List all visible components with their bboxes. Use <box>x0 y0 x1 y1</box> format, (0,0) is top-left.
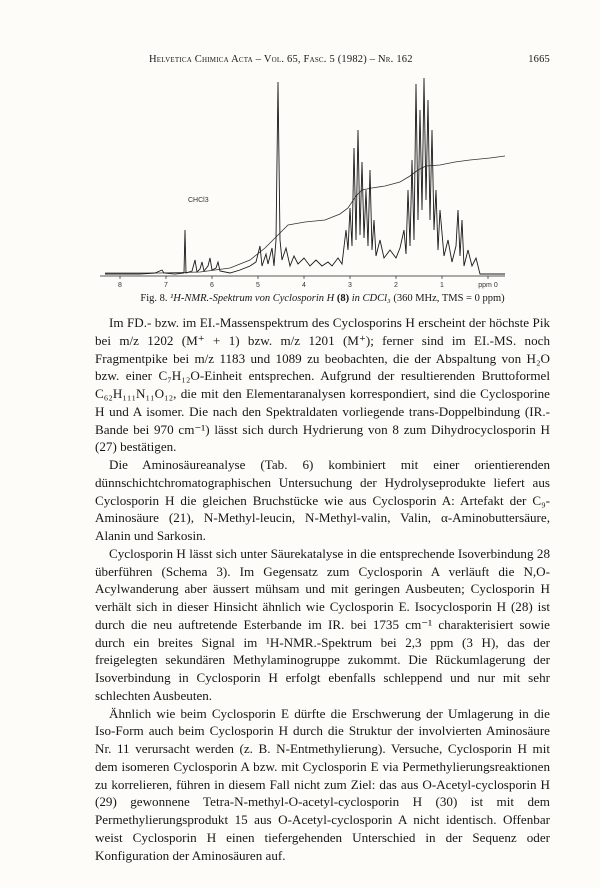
ppm-tick-label: 4 <box>302 282 306 289</box>
caption-prefix: Fig. 8. <box>140 293 168 304</box>
ppm-tick-label: 6 <box>210 282 214 289</box>
spectrum-trace <box>105 78 505 274</box>
caption-solvent: in CDCl₃ <box>351 293 391 304</box>
ppm-tick-label: 1 <box>440 282 444 289</box>
figure-caption <box>95 293 550 304</box>
paragraph-amino-acid-analysis: Die Aminosäureanalyse (Tab. 6) kombiniert mit einer orientierenden dünnschichtchromatographischen Untersuchung der Hydrolyseprodukte liefert aus Cyclosporin H die gleichen Bruchstücke wie aus Cyclosporin A: Artefakt der C₉-Aminosäure (21), N-Methyl-leucin, N-Methyl-valin, Valin, α-Aminobuttersäure, Alanin und Sarkosin. <box>95 457 550 543</box>
integration-curve <box>105 156 505 273</box>
ppm-tick-label: ppm 0 <box>478 282 498 289</box>
ppm-tick-label: 3 <box>348 282 352 289</box>
paragraph-rearrangement: Ähnlich wie beim Cyclosporin E dürfte die Erschwerung der Umlagerung in die Iso-Form auch beim Cyclosporin H durch die Struktur der involvierten Aminosäure Nr. 11 verursacht werden (z. B. N-Entmethylierung). Versuche, Cyclosporin H mit dem isomeren Cyclosporin A bzw. mit Cyclosporin E via Permethylierungsreaktionen zu korrelieren, führen in diesem Fall nicht zum Ziel: das aus O-Acetyl-cyclosporin H (29) gewonnene Tetra-N-methyl-O-acetyl-cyclosporin H (30) ist mit dem Permethylierungsprodukt 15 aus O-Acetyl-cyclosporin A nicht identisch. Offenbar weist Cyclosporin H einen tiefergehenden Unterschied in der Sequenz oder Konfiguration der Aminosäuren auf. <box>95 705 550 863</box>
page-number: 1665 <box>528 54 550 65</box>
journal-citation: Helvetica Chimica Acta – Vol. 65, Fasc. 5 (1982) – Nr. 162 <box>149 54 413 65</box>
ppm-tick-label: 2 <box>394 282 398 289</box>
ppm-tick-label: 5 <box>256 282 260 289</box>
nmr-spectrum-plot <box>100 70 520 292</box>
paragraph-mass-spectrum: Im FD.- bzw. im EI.-Massenspektrum des Cyclosporins H erscheint der höchste Pik bei m/z 1202 (M⁺ + 1) bzw. m/z 1201 (M⁺); ferner sind im EI.-MS. noch Fragmentpike bei m/z 1183 und 1089 zu beobachten, die der Abspaltung von H₂O bzw. einer C₇H₁₂O-Einheit entsprechen. Aufgrund der resultierenden Bruttoformel C₆₂H₁₁₁N₁₁O₁₂, die mit den Elementaranalysen korrespondiert, sind die Cyclosporine H und A isomer. Die nach den Spektraldaten vorliegende trans-Doppelbindung (IR.-Bande bei 970 cm⁻¹) lässt sich durch Hydrierung von 8 zum Dihydrocyclosporin H (27) bestätigen. <box>95 315 550 455</box>
caption-title: ¹H-NMR.-Spektrum von Cyclosporin H <box>170 293 335 304</box>
caption-compound: (8) <box>336 293 350 304</box>
ppm-tick-label: 7 <box>164 282 168 289</box>
chcl3-label: CHCl3 <box>188 197 209 204</box>
caption-conditions: (360 MHz, TMS = 0 ppm) <box>393 293 505 304</box>
paragraph-isoform: Cyclosporin H lässt sich unter Säurekatalyse in die entsprechende Isoverbindung 28 überführen (Schema 3). Im Gegensatz zum Cyclosporin A verläuft die N,O-Acylwanderung aber äussert mühsam und mit geringen Ausbeuten; Cyclosporin H verhält sich in dieser Hinsicht ähnlich wie Cyclosporin E. Isocyclosporin H (28) ist durch die neu auftretende Esterbande im IR. bei 1735 cm⁻¹ charakterisiert sowie durch ein breites Signal im ¹H-NMR.-Spektrum bei 2,3 ppm (3 H), das der freigelegten sekundären Methylaminogruppe zukommt. Die Rückumlagerung der Isoverbindung in Cyclosporin H erfolgt ebenfalls schleppend und nur mit sehr schlechten Ausbeuten. <box>95 545 550 703</box>
ppm-ticks <box>118 276 498 289</box>
nmr-spectrum-figure <box>100 70 520 292</box>
article-body <box>95 314 550 864</box>
ppm-tick-label: 8 <box>118 282 122 289</box>
